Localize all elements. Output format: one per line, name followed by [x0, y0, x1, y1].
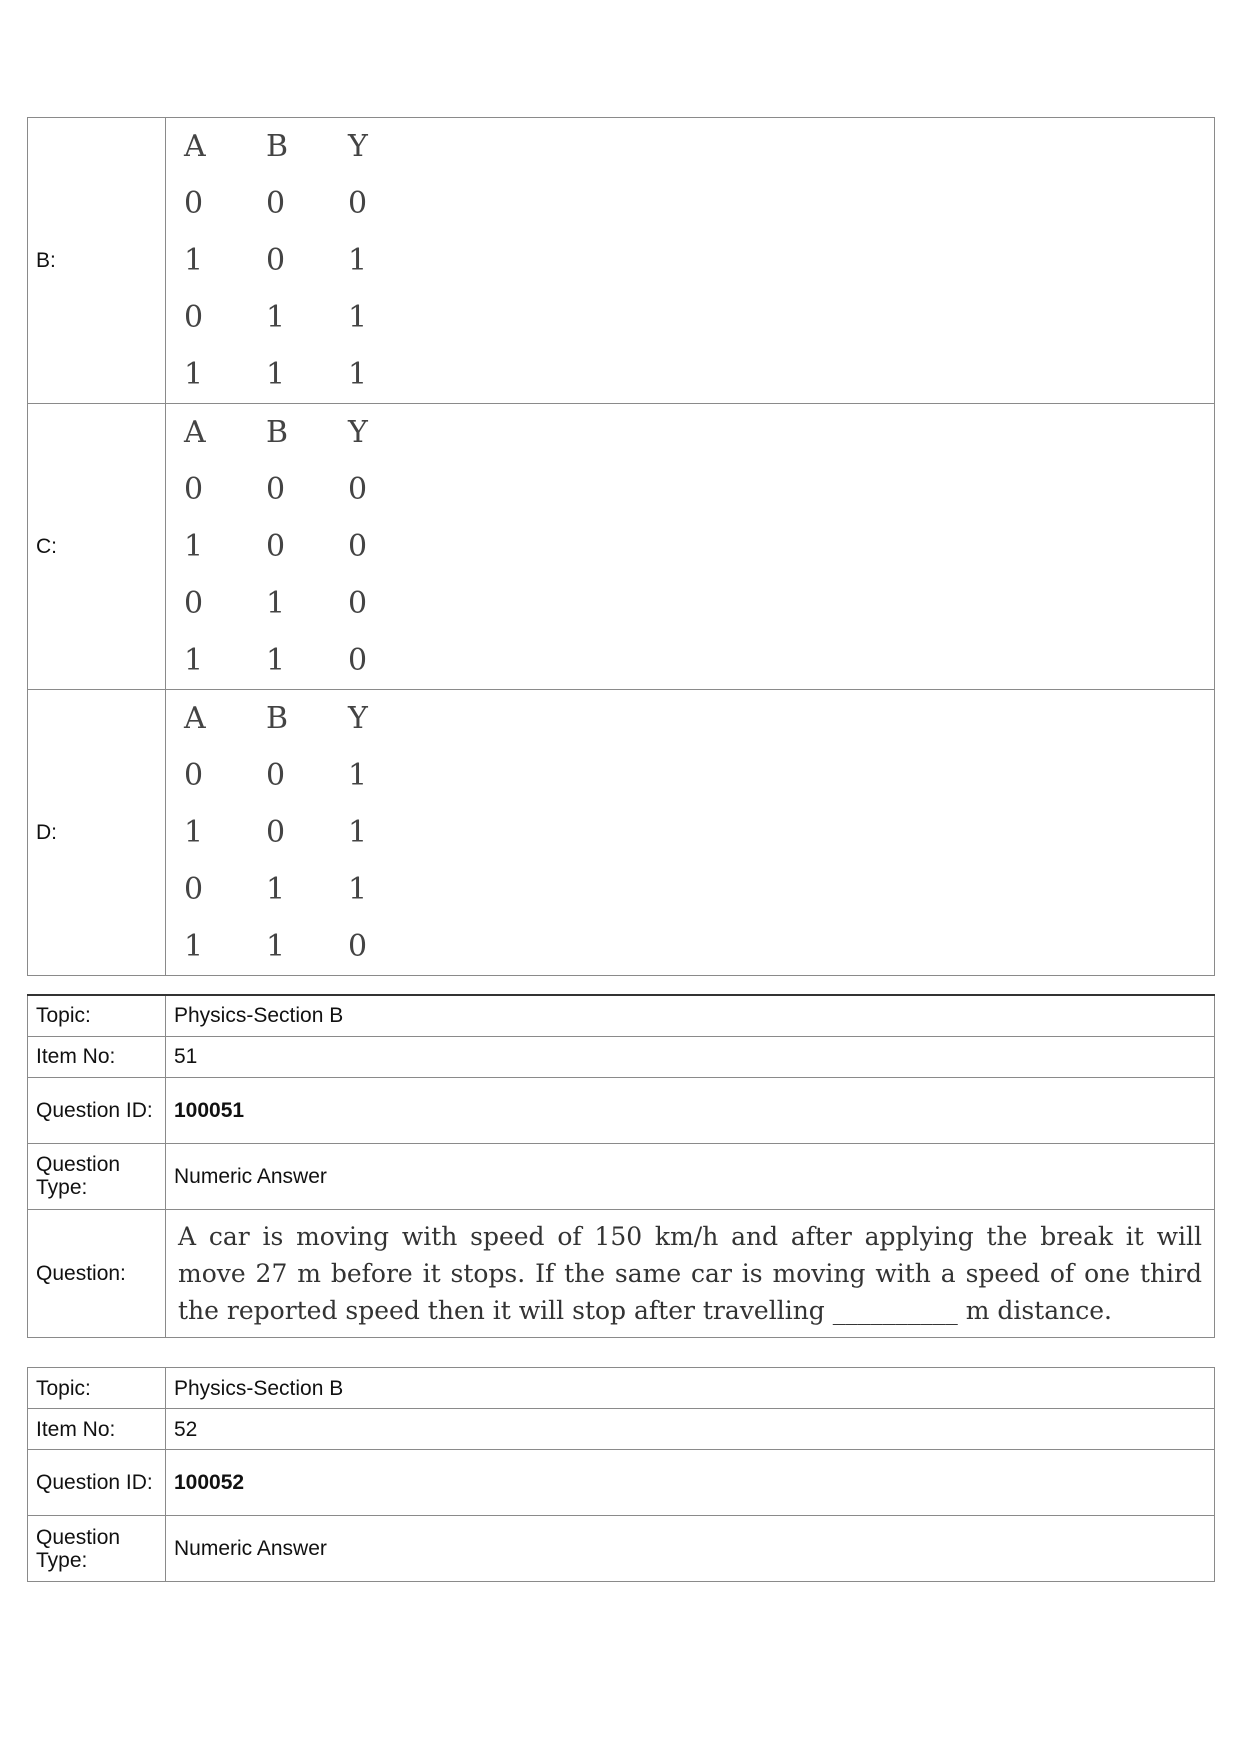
truth-header: A: [184, 129, 206, 164]
truth-cell: 0: [184, 472, 204, 507]
truth-cell: 1: [348, 357, 368, 392]
item-no-label: Item No:: [28, 1036, 166, 1077]
truth-cell: 0: [348, 186, 368, 221]
truth-cell: 1: [184, 643, 204, 678]
truth-cell: 0: [266, 472, 286, 507]
truth-cell: 0: [184, 872, 204, 907]
truth-cell: 0: [266, 529, 286, 564]
truth-cell: 1: [266, 872, 286, 907]
truth-cell: 1: [184, 243, 204, 278]
truth-header: Y: [348, 701, 368, 736]
truth-cell: 0: [266, 186, 286, 221]
truth-cell: 1: [266, 643, 286, 678]
question-type-label: Question Type:: [28, 1516, 166, 1582]
option-row-d: [28, 690, 1215, 976]
truth-cell: 1: [348, 815, 368, 850]
truth-cell: 0: [266, 815, 286, 850]
item-no-value: 52: [166, 1409, 1215, 1450]
question-type-label: Question Type:: [28, 1143, 166, 1209]
topic-label: Topic:: [28, 1368, 166, 1409]
truth-cell: 0: [184, 186, 204, 221]
option-label: D:: [28, 690, 166, 976]
truth-cell: 0: [348, 586, 368, 621]
question-text: A car is moving with speed of 150 km/h and after applying the break it will move 27 m before it stops. If the same car is moving with a speed of one third the reported speed then it will stop after travelling __________ m distance.: [166, 1209, 1215, 1337]
truth-table-b: [166, 118, 1215, 404]
question-type-value: Numeric Answer: [166, 1516, 1215, 1582]
option-row-c: [28, 404, 1215, 690]
truth-cell: 0: [348, 529, 368, 564]
item-no-label: Item No:: [28, 1409, 166, 1450]
truth-cell: 1: [266, 300, 286, 335]
question-id-label: Question ID:: [28, 1077, 166, 1143]
option-label: B:: [28, 118, 166, 404]
truth-cell: 1: [266, 929, 286, 964]
truth-table-d: [166, 690, 1215, 976]
truth-header: B: [266, 415, 289, 450]
truth-cell: 1: [184, 929, 204, 964]
truth-table-c: [166, 404, 1215, 690]
truth-cell: 1: [184, 529, 204, 564]
truth-cell: 1: [266, 586, 286, 621]
question-id-value: 100052: [166, 1450, 1215, 1516]
topic-label: Topic:: [28, 995, 166, 1036]
truth-header: B: [266, 129, 289, 164]
truth-cell: 1: [184, 815, 204, 850]
topic-value: Physics-Section B: [166, 995, 1215, 1036]
question-51-table: [27, 994, 1215, 1338]
truth-cell: 0: [184, 586, 204, 621]
truth-cell: 0: [266, 243, 286, 278]
truth-cell: 1: [348, 300, 368, 335]
truth-cell: 0: [348, 472, 368, 507]
truth-header: A: [184, 415, 206, 450]
truth-cell: 0: [184, 758, 204, 793]
truth-cell: 0: [184, 300, 204, 335]
truth-header: Y: [348, 129, 368, 164]
truth-cell: 0: [266, 758, 286, 793]
truth-cell: 0: [348, 929, 368, 964]
option-row-b: [28, 118, 1215, 404]
truth-cell: 1: [266, 357, 286, 392]
truth-header: A: [184, 701, 206, 736]
truth-cell: 0: [348, 643, 368, 678]
truth-cell: 1: [184, 357, 204, 392]
question-label: Question:: [28, 1209, 166, 1337]
topic-value: Physics-Section B: [166, 1368, 1215, 1409]
truth-header: B: [266, 701, 289, 736]
question-id-label: Question ID:: [28, 1450, 166, 1516]
question-type-value: Numeric Answer: [166, 1143, 1215, 1209]
truth-cell: 1: [348, 758, 368, 793]
question-id-value: 100051: [166, 1077, 1215, 1143]
truth-header: Y: [348, 415, 368, 450]
truth-cell: 1: [348, 872, 368, 907]
truth-cell: 1: [348, 243, 368, 278]
question-52-table: [27, 1367, 1215, 1582]
item-no-value: 51: [166, 1036, 1215, 1077]
option-label: C:: [28, 404, 166, 690]
options-table: [27, 117, 1215, 976]
